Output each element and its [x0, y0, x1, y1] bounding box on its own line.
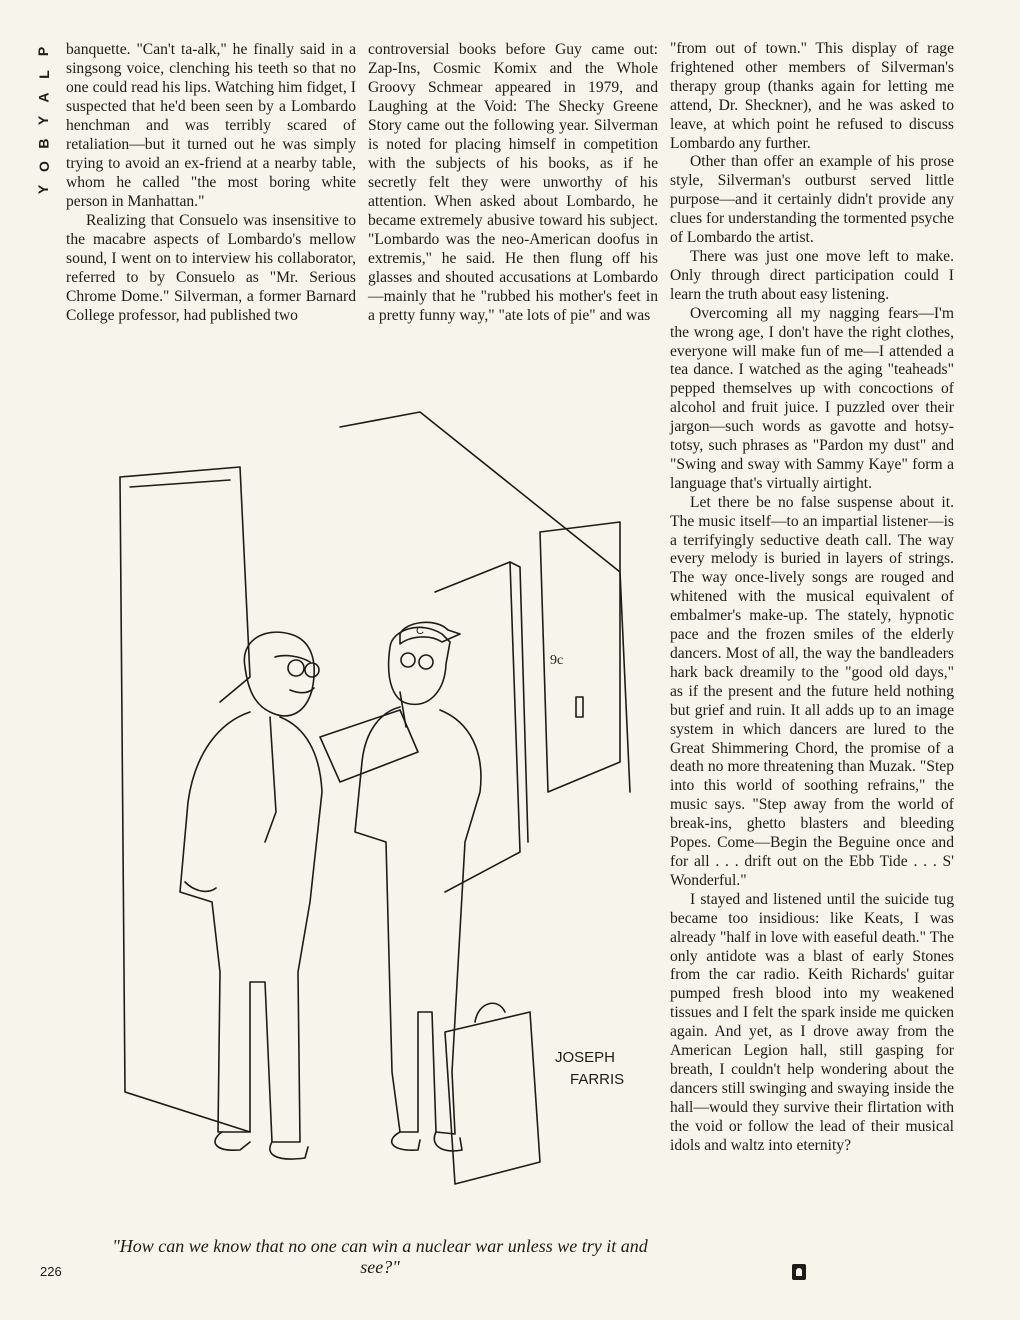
paragraph: Overcoming all my nagging fears—I'm the wrong age, I don't have the right clothes, everyone will make fun of me—I attended a tea dance. I watched as the aging "teaheads" pepped themselves up with concoctions of alcohol and fruit juice. I puzzled over their jargon—such words as gavotte and hotsy-totsy, such phrases as "Pardon my dust" and "Swing and sway with Sammy Kaye" form a language that's virtually airtight.	[670, 304, 954, 492]
paragraph: "from out of town." This display of rage frightened other members of Silverman's therapy group (thanks again for letting me attend, Dr. Sheckner), and he was asked to leave, at which point he refused to discuss Lombardo any further.	[670, 40, 954, 152]
paragraph: Realizing that Consuelo was insensitive to the macabre aspects of Lombardo's mellow sound, I went on to interview his collaborator, referred to by Consuelo as "Mr. Serious Chrome Dome." Silverman, a former Barnard College professor, had published two	[66, 212, 356, 324]
artist-signature-line2: FARRIS	[570, 1071, 625, 1088]
masthead-playboy	[34, 40, 54, 201]
svg-text:C: C	[416, 625, 424, 637]
masthead-letter: Y	[35, 115, 52, 126]
door-number: 9c	[550, 653, 564, 668]
paragraph: banquette. "Can't ta-alk," he finally said in a singsong voice, clenching his teeth so that no one could read his lips. Watching him fidget, I suspected that he'd been seen by a Lombardo henchman and was terribly scared of retaliation—but it turned out he was simply trying to avoid an ex-friend at a nearby table, whom he called "the most boring white person in Manhattan."	[66, 41, 356, 210]
paragraph: controversial books before Guy came out: Zap-Ins, Cosmic Komix and the Whole Groovy Schmear appeared in 1979, and Laughing at the Void: The Shecky Greene Story came out the following year. Silverman is noted for placing himself in competition with the subjects of his books, as if he secretly felt they were unworthy of his attention. When asked about Lombardo, he became extremely abusive toward his subject. "Lombardo was the neo-American doofus in extremis," he said. He then flung off his glasses and shouted accusations at Lombardo—mainly that he "rubbed his mother's feet in a pretty funny way," "ate lots of pie" and was	[368, 41, 658, 324]
paragraph: Other than offer an example of his prose style, Silverman's outburst served little purpose—and it certainly didn't provide any clues for understanding the tormented psyche of Lombardo the artist.	[670, 153, 954, 247]
masthead-letter: P	[35, 46, 52, 57]
paragraph: Let there be no false suspense about it. The music itself—to an impartial listener—is a terrifyingly seductive death call. The way every melody is buried in layers of strings. The way once-lively songs are rouged and whitened with the musical equivalent of embalmer's make-up. The stately, hypnotic pace and the frozen smiles of the elderly dancers. Most of all, the way the bandleaders hark back dreamily to the "good old days," as if the present and the future held nothing but grief and ruin. It all adds up to an image system in which dancers are lured to the Great Shimmering Chord, the promise of a death no more threatening than Muzak. "Step into this world of soothing refrains," the music says. "Step away from the world of break-ins, ghetto blasters and bleeding Popes. Come—Begin the Beguine once and for all . . . drift out on the Ebb Tide . . . S' Wonderful."	[670, 493, 954, 889]
masthead-letter: L	[35, 70, 52, 79]
masthead-letter: O	[35, 161, 52, 172]
masthead-letter: A	[35, 92, 52, 103]
paragraph: There was just one move left to make. Only through direct participation could I learn the truth about easy listening.	[670, 247, 954, 303]
masthead-letter: B	[35, 138, 52, 149]
cartoon-illustration	[100, 372, 660, 1232]
cartoon-caption: "How can we know that no one can win a nuclear war unless we try it and see?"	[112, 1236, 648, 1277]
masthead-letter: Y	[35, 184, 52, 195]
article-column-3	[670, 40, 954, 1155]
paragraph: I stayed and listened until the suicide tug became too insidious: like Keats, I was already "half in love with easeful death." The only antidote was a blast of early Stones from the car radio. Keith Richards' guitar pumped fresh blood into my weakened tissues and I felt the spark inside me quicken again. And yet, as I drove away from the American Legion hall, still gasping for breath, I couldn't help wondering about the dancers still swinging and swaying inside the hall—would they survive their flirtation with the void or follow the lead of their musical idols and waltz into eternity?	[670, 890, 954, 1154]
article-column-1	[66, 40, 356, 325]
page-number: 226	[40, 1264, 62, 1279]
artist-signature-line1: JOSEPH	[555, 1049, 616, 1066]
rabbit-end-mark-icon	[792, 1264, 806, 1280]
article-column-2	[368, 40, 658, 325]
